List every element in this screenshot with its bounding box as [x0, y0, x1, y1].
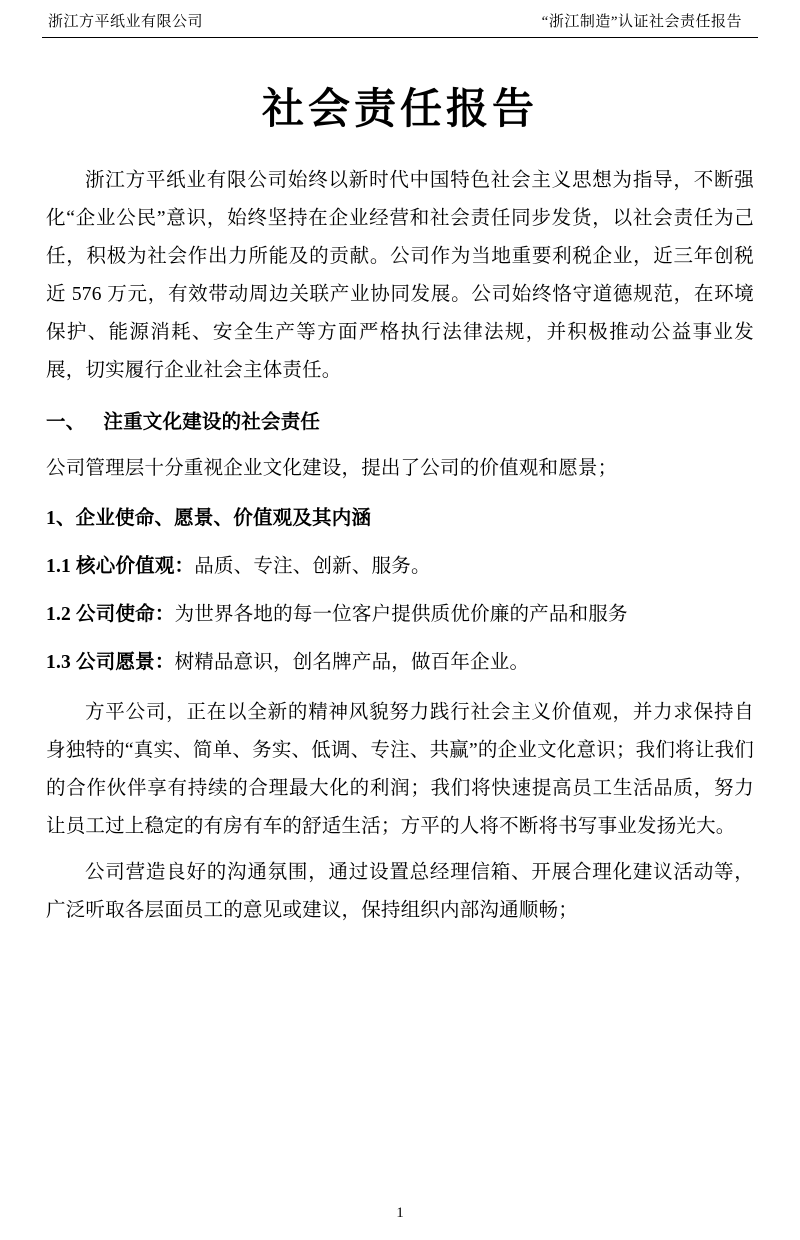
- page-title: 社会责任报告: [261, 87, 538, 133]
- page-header: [40, 0, 760, 37]
- communication-paragraph: 公司营造良好的沟通氛围，通过设置总经理信箱、开展合理化建议活动等，广泛听取各层面员工的意见或建议，保持组织内部沟通顺畅；: [46, 862, 754, 922]
- item-text: 为世界各地的每一位客户提供质优价廉的产品和服务: [174, 604, 628, 626]
- list-item: [46, 596, 754, 634]
- item-label: 1.2 公司使命：: [46, 604, 175, 626]
- item-text: 品质、专注、创新、服务。: [194, 556, 431, 578]
- document-body: [40, 162, 760, 930]
- header-divider: [42, 37, 758, 38]
- section1-lead-paragraph: 公司管理层十分重视企业文化建设，提出了公司的价值观和愿景；: [46, 458, 618, 480]
- section-number-1: 一、: [46, 412, 86, 434]
- header-company-name: 浙江方平纸业有限公司: [48, 14, 204, 30]
- section-heading-1: [46, 404, 754, 442]
- page-footer: [0, 1205, 800, 1222]
- intro-paragraph: 浙江方平纸业有限公司始终以新时代中国特色社会主义思想为指导，不断强化“企业公民”意识，始终坚持在企业经营和社会责任同步发货，以社会责任为己任，积极为社会作出力所能及的贡献。公司作为当地重要利税企业，近三年创税近 576 万元，有效带动周边关联产业协同发展。公司始终恪守道德规范，在环境保护、能源消耗、安全生产等方面严格执行法律法规，并积极推动公益事业发展，切实履行企业社会主体责任。: [46, 170, 754, 382]
- header-report-name: “浙江制造”认证社会责任报告: [541, 14, 742, 30]
- section-title-1: 注重文化建设的社会责任: [103, 412, 321, 434]
- list-item: [46, 548, 754, 586]
- subsection-heading-1: 1、企业使命、愿景、价值观及其内涵: [46, 508, 372, 530]
- item-label: 1.1 核心价值观：: [46, 556, 195, 578]
- culture-paragraph: 方平公司，正在以全新的精神风貌努力践行社会主义价值观，并力求保持自身独特的“真实、简单、务实、低调、专注、共赢”的企业文化意识；我们将让我们的合作伙伴享有持续的合理最大化的利润；我们将快速提高员工生活品质，努力让员工过上稳定的有房有车的舒适生活；方平的人将不断将书写事业发扬光大。: [46, 702, 754, 838]
- item-text: 树精品意识，创名牌产品，做百年企业。: [174, 652, 530, 674]
- list-item: [46, 644, 754, 682]
- item-label: 1.3 公司愿景：: [46, 652, 175, 674]
- page-number: 1: [396, 1205, 404, 1221]
